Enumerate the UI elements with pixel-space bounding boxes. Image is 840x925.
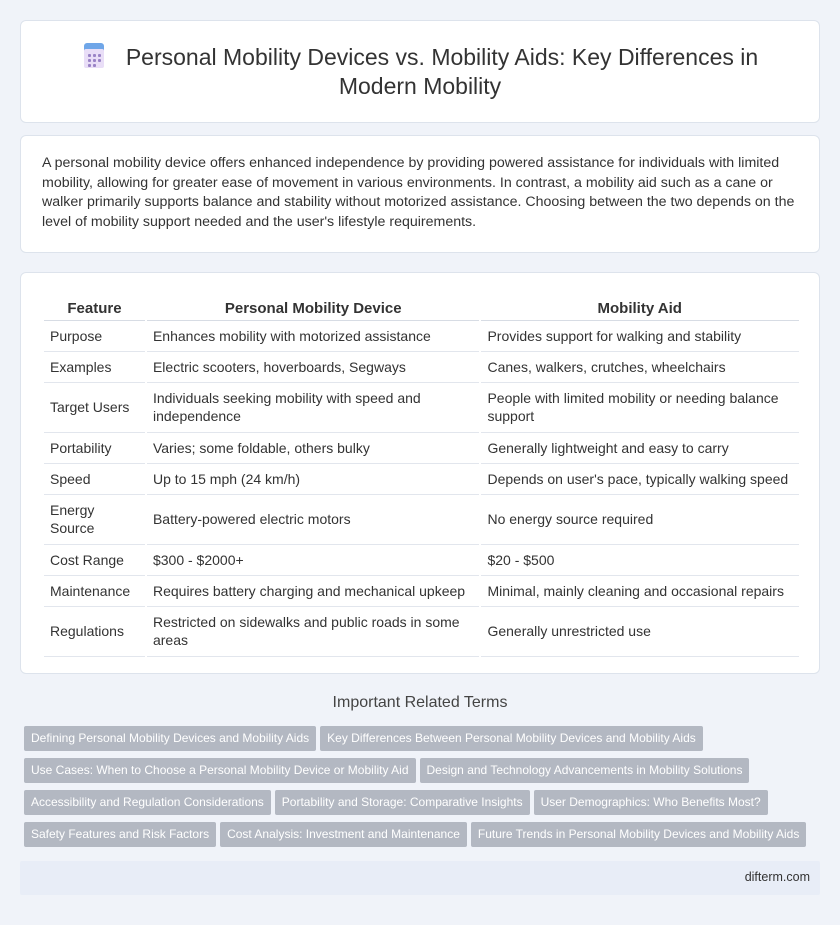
feature-cell: Target Users [43, 382, 146, 432]
feature-cell: Examples [43, 351, 146, 382]
device-cell: $300 - $2000+ [146, 544, 481, 575]
device-cell: Requires battery charging and mechanical upkeep [146, 575, 481, 606]
device-cell: Battery-powered electric motors [146, 494, 481, 544]
feature-cell: Maintenance [43, 575, 146, 606]
related-term-tag[interactable]: Safety Features and Risk Factors [24, 822, 216, 847]
document-icon [82, 43, 106, 69]
device-cell: Up to 15 mph (24 km/h) [146, 463, 481, 494]
table-row [43, 351, 799, 382]
comparison-card [20, 272, 820, 674]
header-card [20, 20, 820, 123]
table-row [43, 494, 799, 544]
header-feature: Feature [43, 293, 146, 320]
device-cell: Enhances mobility with motorized assistance [146, 320, 481, 351]
aid-cell: Generally unrestricted use [480, 606, 799, 656]
aid-cell: Provides support for walking and stability [480, 320, 799, 351]
device-cell: Restricted on sidewalks and public roads in some areas [146, 606, 481, 656]
related-term-tag[interactable]: Cost Analysis: Investment and Maintenance [220, 822, 467, 847]
device-cell: Electric scooters, hoverboards, Segways [146, 351, 481, 382]
feature-cell: Regulations [43, 606, 146, 656]
intro-card [20, 135, 820, 253]
related-term-tag[interactable]: Design and Technology Advancements in Mobility Solutions [420, 758, 750, 783]
table-header-row [43, 293, 799, 320]
table-row [43, 432, 799, 463]
related-term-tag[interactable]: Portability and Storage: Comparative Insights [275, 790, 530, 815]
footer [20, 861, 820, 895]
device-cell: Varies; some foldable, others bulky [146, 432, 481, 463]
comparison-table [42, 293, 799, 657]
related-term-tag[interactable]: User Demographics: Who Benefits Most? [534, 790, 768, 815]
feature-cell: Cost Range [43, 544, 146, 575]
aid-cell: Minimal, mainly cleaning and occasional repairs [480, 575, 799, 606]
related-term-tag[interactable]: Future Trends in Personal Mobility Devices and Mobility Aids [471, 822, 806, 847]
feature-cell: Energy Source [43, 494, 146, 544]
related-terms-list [24, 726, 814, 854]
footer-site-link[interactable]: difterm.com [744, 870, 810, 884]
feature-cell: Purpose [43, 320, 146, 351]
intro-paragraph: A personal mobility device offers enhanced independence by providing powered assistance for individuals with limited mobility, allowing for greater ease of movement in various environments. In contrast, a mobility aid such as a cane or walker primarily supports balance and stability without motorized assistance. Choosing between the two depends on the level of mobility support needed and the user's lifestyle requirements. [42, 155, 795, 230]
page-title: Personal Mobility Devices vs. Mobility Aids: Key Differences in Modern Mobility [125, 44, 759, 99]
aid-cell: Depends on user's pace, typically walking speed [480, 463, 799, 494]
table-row [43, 382, 799, 432]
table-row [43, 606, 799, 656]
tag-row [24, 790, 814, 822]
tag-row [24, 726, 814, 758]
table-row [43, 575, 799, 606]
tag-row [24, 822, 814, 854]
header-personal-mobility-device: Personal Mobility Device [146, 293, 481, 320]
page-title-block [61, 43, 779, 101]
related-term-tag[interactable]: Key Differences Between Personal Mobility Devices and Mobility Aids [320, 726, 703, 751]
header-mobility-aid: Mobility Aid [480, 293, 799, 320]
tag-row [24, 758, 814, 790]
related-term-tag[interactable]: Defining Personal Mobility Devices and Mobility Aids [24, 726, 316, 751]
table-row [43, 320, 799, 351]
aid-cell: Canes, walkers, crutches, wheelchairs [480, 351, 799, 382]
aid-cell: People with limited mobility or needing balance support [480, 382, 799, 432]
aid-cell: Generally lightweight and easy to carry [480, 432, 799, 463]
related-terms-title: Important Related Terms [332, 694, 508, 711]
aid-cell: $20 - $500 [480, 544, 799, 575]
aid-cell: No energy source required [480, 494, 799, 544]
device-cell: Individuals seeking mobility with speed and independence [146, 382, 481, 432]
related-term-tag[interactable]: Accessibility and Regulation Considerations [24, 790, 271, 815]
table-row [43, 544, 799, 575]
related-term-tag[interactable]: Use Cases: When to Choose a Personal Mobility Device or Mobility Aid [24, 758, 416, 783]
feature-cell: Portability [43, 432, 146, 463]
table-row [43, 463, 799, 494]
feature-cell: Speed [43, 463, 146, 494]
